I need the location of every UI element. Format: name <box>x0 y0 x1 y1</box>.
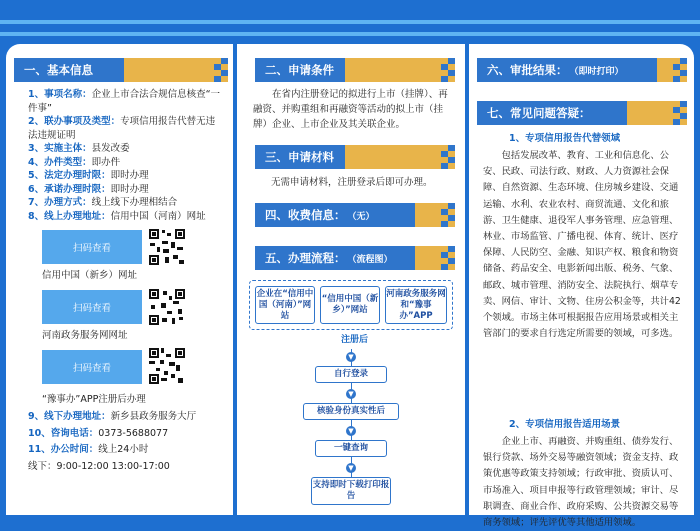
scan-button-henan[interactable]: 扫码查看 <box>42 230 142 264</box>
section-4-title: 四、收费信息： （无） <box>255 203 415 227</box>
section-5-title: 五、办理流程： （流程图） <box>255 246 415 270</box>
info-item-1: 1、事项名称：企业上市合法合规信息核查“一件事” <box>28 89 221 114</box>
section-3-title: 三、申请材料 <box>255 145 345 169</box>
site-2-label: 信用中国（新乡）网址 <box>42 270 138 281</box>
info-item-10: 10、咨询电话：0373-5688077 <box>28 427 169 439</box>
section-7-header <box>477 101 687 125</box>
info-item-3: 3、实施主体：县发改委 <box>28 143 130 154</box>
info-item-4: 4、办件类型：即办件 <box>28 156 121 168</box>
flow-arrow-icon: ▼ <box>346 463 356 473</box>
flow-box-gov: 河南政务服务网和“豫事办”APP <box>385 286 447 324</box>
flow-step-verify: 核验身份真实性后 <box>303 403 399 420</box>
site-3-label: 河南政务服务网网址 <box>42 330 128 341</box>
faq-a1: 包括发展改革、教育、工业和信息化、公安、民政、司法行政、财政、人力资源社会保障、自然资源、生态环境、住房城乡建设、交通运输、水利、农业农村、商贸流通、文化和旅游、卫生健康、退役军人事务管理、应急管理、林业、市场监管、广播电视、体育、统计、医疗保障、人民防空、金融、知识产权、粮食和物资储备、药品安全、电影新闻出版、税务、气象、邮政、城市管理、消防安全、法院执行、烟草专卖、网信、审计、文物、住房公积金等，共计42个领域。市场主体可根据报告应用场景或相关主管部门的要求自行选定所需要的领域，可多选。 <box>483 150 681 340</box>
qr-code-henan[interactable] <box>147 227 187 267</box>
scan-button-xinxiang[interactable]: 扫码查看 <box>42 290 142 324</box>
flow-step-login: 自行登录 <box>315 366 387 383</box>
checker-decoration <box>214 58 228 82</box>
materials-text: 无需申请材料，注册登录后即可办理。 <box>271 177 433 188</box>
column-process <box>237 44 465 515</box>
section-2-header <box>255 58 455 82</box>
qr-code-xinxiang[interactable] <box>147 287 187 327</box>
top-stripe-2 <box>0 32 700 36</box>
section-2-title: 二、申请条件 <box>255 58 345 82</box>
top-stripe <box>0 20 700 24</box>
info-item-7: 7、办理方式：线上线下办理相结合 <box>28 197 178 208</box>
info-item-2: 2、联办事项及类型：专项信用报告代替无违法违规证明 <box>28 116 216 141</box>
application-conditions: 在省内注册登记的拟进行上市（挂牌）、再融资、并购重组和再融资等活动的拟上市（挂牌）企业、上市企业及其关联企业。 <box>253 89 448 130</box>
column-basic-info <box>6 44 233 515</box>
flow-arrow-icon: ▼ <box>346 352 356 362</box>
scan-button-gov[interactable]: 扫码查看 <box>42 350 142 384</box>
section-1-title: 一、基本信息 <box>14 58 124 82</box>
flow-arrow-icon: ▼ <box>346 389 356 399</box>
column-results-faq <box>469 44 694 529</box>
qr-code-gov[interactable] <box>147 346 187 386</box>
section-6-header <box>477 58 687 82</box>
flow-arrow-icon: ▼ <box>346 426 356 436</box>
info-item-9: 9、线下办理地址：新乡县政务服务大厅 <box>28 411 197 422</box>
section-4-header <box>255 203 455 227</box>
flow-step-download: 支持即时下载打印报告 <box>311 477 391 505</box>
info-item-11: 11、办公时间：线上24小时 <box>28 444 149 455</box>
faq-a2: 企业上市、再融资、并购重组、债券发行、银行贷款、场外交易等融资领域；资金支持、政策优惠等政策支持领域；行政审批、资质认可、市场准入、项目申报等行政管理领域；审计、尽职调查、商业合作、政府采购、公共资源交易等商务领域；评先评优等其他适用领域。 <box>483 436 679 529</box>
basic-info-list <box>28 88 223 223</box>
info-item-5: 5、法定办理时限：即时办理 <box>28 170 149 181</box>
flow-step-query: 一键查询 <box>315 440 387 457</box>
office-hours: 线下：9:00-12:00 13:00-17:00 <box>28 460 170 472</box>
section-7-title: 七、常见问题答疑： <box>477 101 627 125</box>
info-item-6: 6、承诺办理时限：即时办理 <box>28 183 149 195</box>
info-item-8: 8、线上办理地址：信用中国（河南）网址 <box>28 210 206 222</box>
faq-q2: 2、专项信用报告适用场景 <box>509 419 621 430</box>
section-3-header <box>255 145 455 169</box>
flow-after-register: 注册后 <box>341 335 369 345</box>
offline-info <box>28 410 228 473</box>
section-1-header <box>14 58 228 82</box>
faq-q1: 1、专项信用报告代替领域 <box>509 133 621 144</box>
app-note: “豫事办”APP注册后办理 <box>42 394 146 405</box>
flow-box-xinxiang: “信用中国（新乡）”网站 <box>320 286 380 324</box>
section-6-title: 六、审批结果： （即时打印） <box>477 58 657 82</box>
section-5-header <box>255 246 455 270</box>
flow-box-henan: 企业在“信用中国（河南）”网站 <box>255 286 315 324</box>
